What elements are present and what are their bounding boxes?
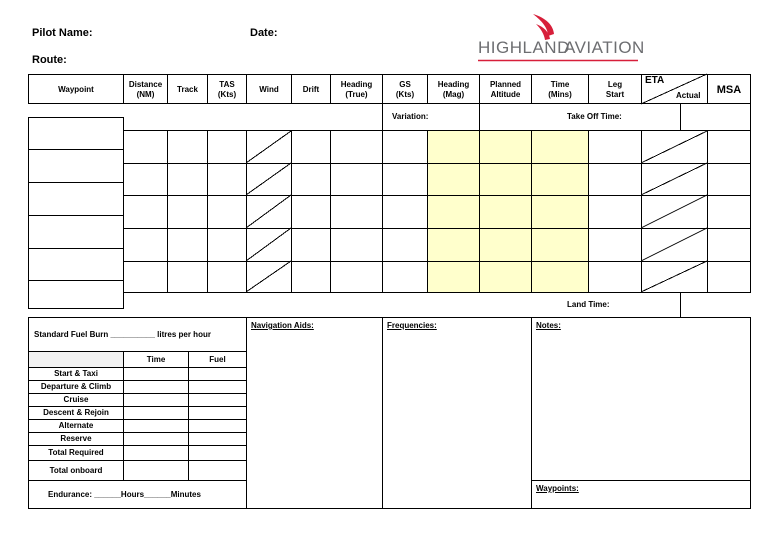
- col-wind: Wind: [259, 84, 279, 94]
- col-heading-mag: Heading (Mag): [437, 79, 470, 99]
- fuel-col-fuel: Fuel: [209, 354, 226, 364]
- pilot-name-label: Pilot Name:: [32, 27, 93, 39]
- variation-label: Variation:: [392, 112, 429, 121]
- col-gs: GS (Kts): [395, 79, 415, 99]
- eta-diagonals: [641, 131, 707, 292]
- col-distance: Distance (NM): [128, 79, 163, 99]
- waypoint-boxes: [29, 118, 124, 309]
- date-label: Date:: [250, 27, 278, 39]
- col-time: Time (Mins): [548, 79, 572, 99]
- leg-column-lines: [168, 131, 751, 292]
- leg-row-lines: [123, 164, 751, 293]
- fuel-burn-label: Standard Fuel Burn __________ litres per hour: [34, 330, 211, 339]
- col-waypoint: Waypoint: [58, 84, 94, 94]
- fuel-row-label: Cruise: [63, 395, 89, 404]
- col-eta-actual: Actual: [676, 91, 701, 100]
- logo-text-highland: HIGHLAND: [478, 38, 570, 57]
- waypoints-label: Waypoints:: [536, 484, 579, 493]
- fuel-header-shade: [29, 352, 123, 367]
- col-heading-true: Heading (True): [340, 79, 373, 99]
- col-eta: ETA: [645, 75, 665, 86]
- endurance-label: Endurance: ______Hours______Minutes: [48, 490, 201, 499]
- col-drift: Drift: [302, 84, 320, 94]
- fuel-row-label: Alternate: [58, 421, 94, 430]
- navigation-aids-label: Navigation Aids:: [251, 321, 314, 330]
- fuel-col-time: Time: [146, 354, 166, 364]
- route-label: Route:: [32, 54, 67, 66]
- logo-text-aviation: AVIATION: [564, 38, 645, 57]
- col-track: Track: [177, 84, 198, 94]
- fuel-row-label: Total onboard: [49, 465, 103, 475]
- fuel-row-label: Total Required: [48, 448, 104, 457]
- col-msa: MSA: [716, 83, 742, 96]
- land-time-label: Land Time:: [567, 300, 610, 309]
- fuel-row-label: Descent & Rejoin: [43, 408, 109, 417]
- frequencies-label: Frequencies:: [387, 321, 437, 330]
- bottom-section-border: [29, 318, 751, 509]
- takeoff-time-label: Take Off Time:: [567, 112, 622, 121]
- notes-label: Notes:: [536, 321, 561, 330]
- col-leg-start: Leg Start: [605, 79, 625, 99]
- fuel-row-label: Start & Taxi: [54, 369, 98, 378]
- fuel-row-label: Reserve: [60, 434, 92, 443]
- col-planned-altitude: Planned Altitude: [489, 79, 522, 99]
- fuel-row-label: Departure & Climb: [40, 382, 112, 391]
- wind-diagonals: [246, 131, 291, 292]
- highland-aviation-logo: [478, 12, 643, 64]
- col-tas: TAS (Kts): [217, 79, 237, 99]
